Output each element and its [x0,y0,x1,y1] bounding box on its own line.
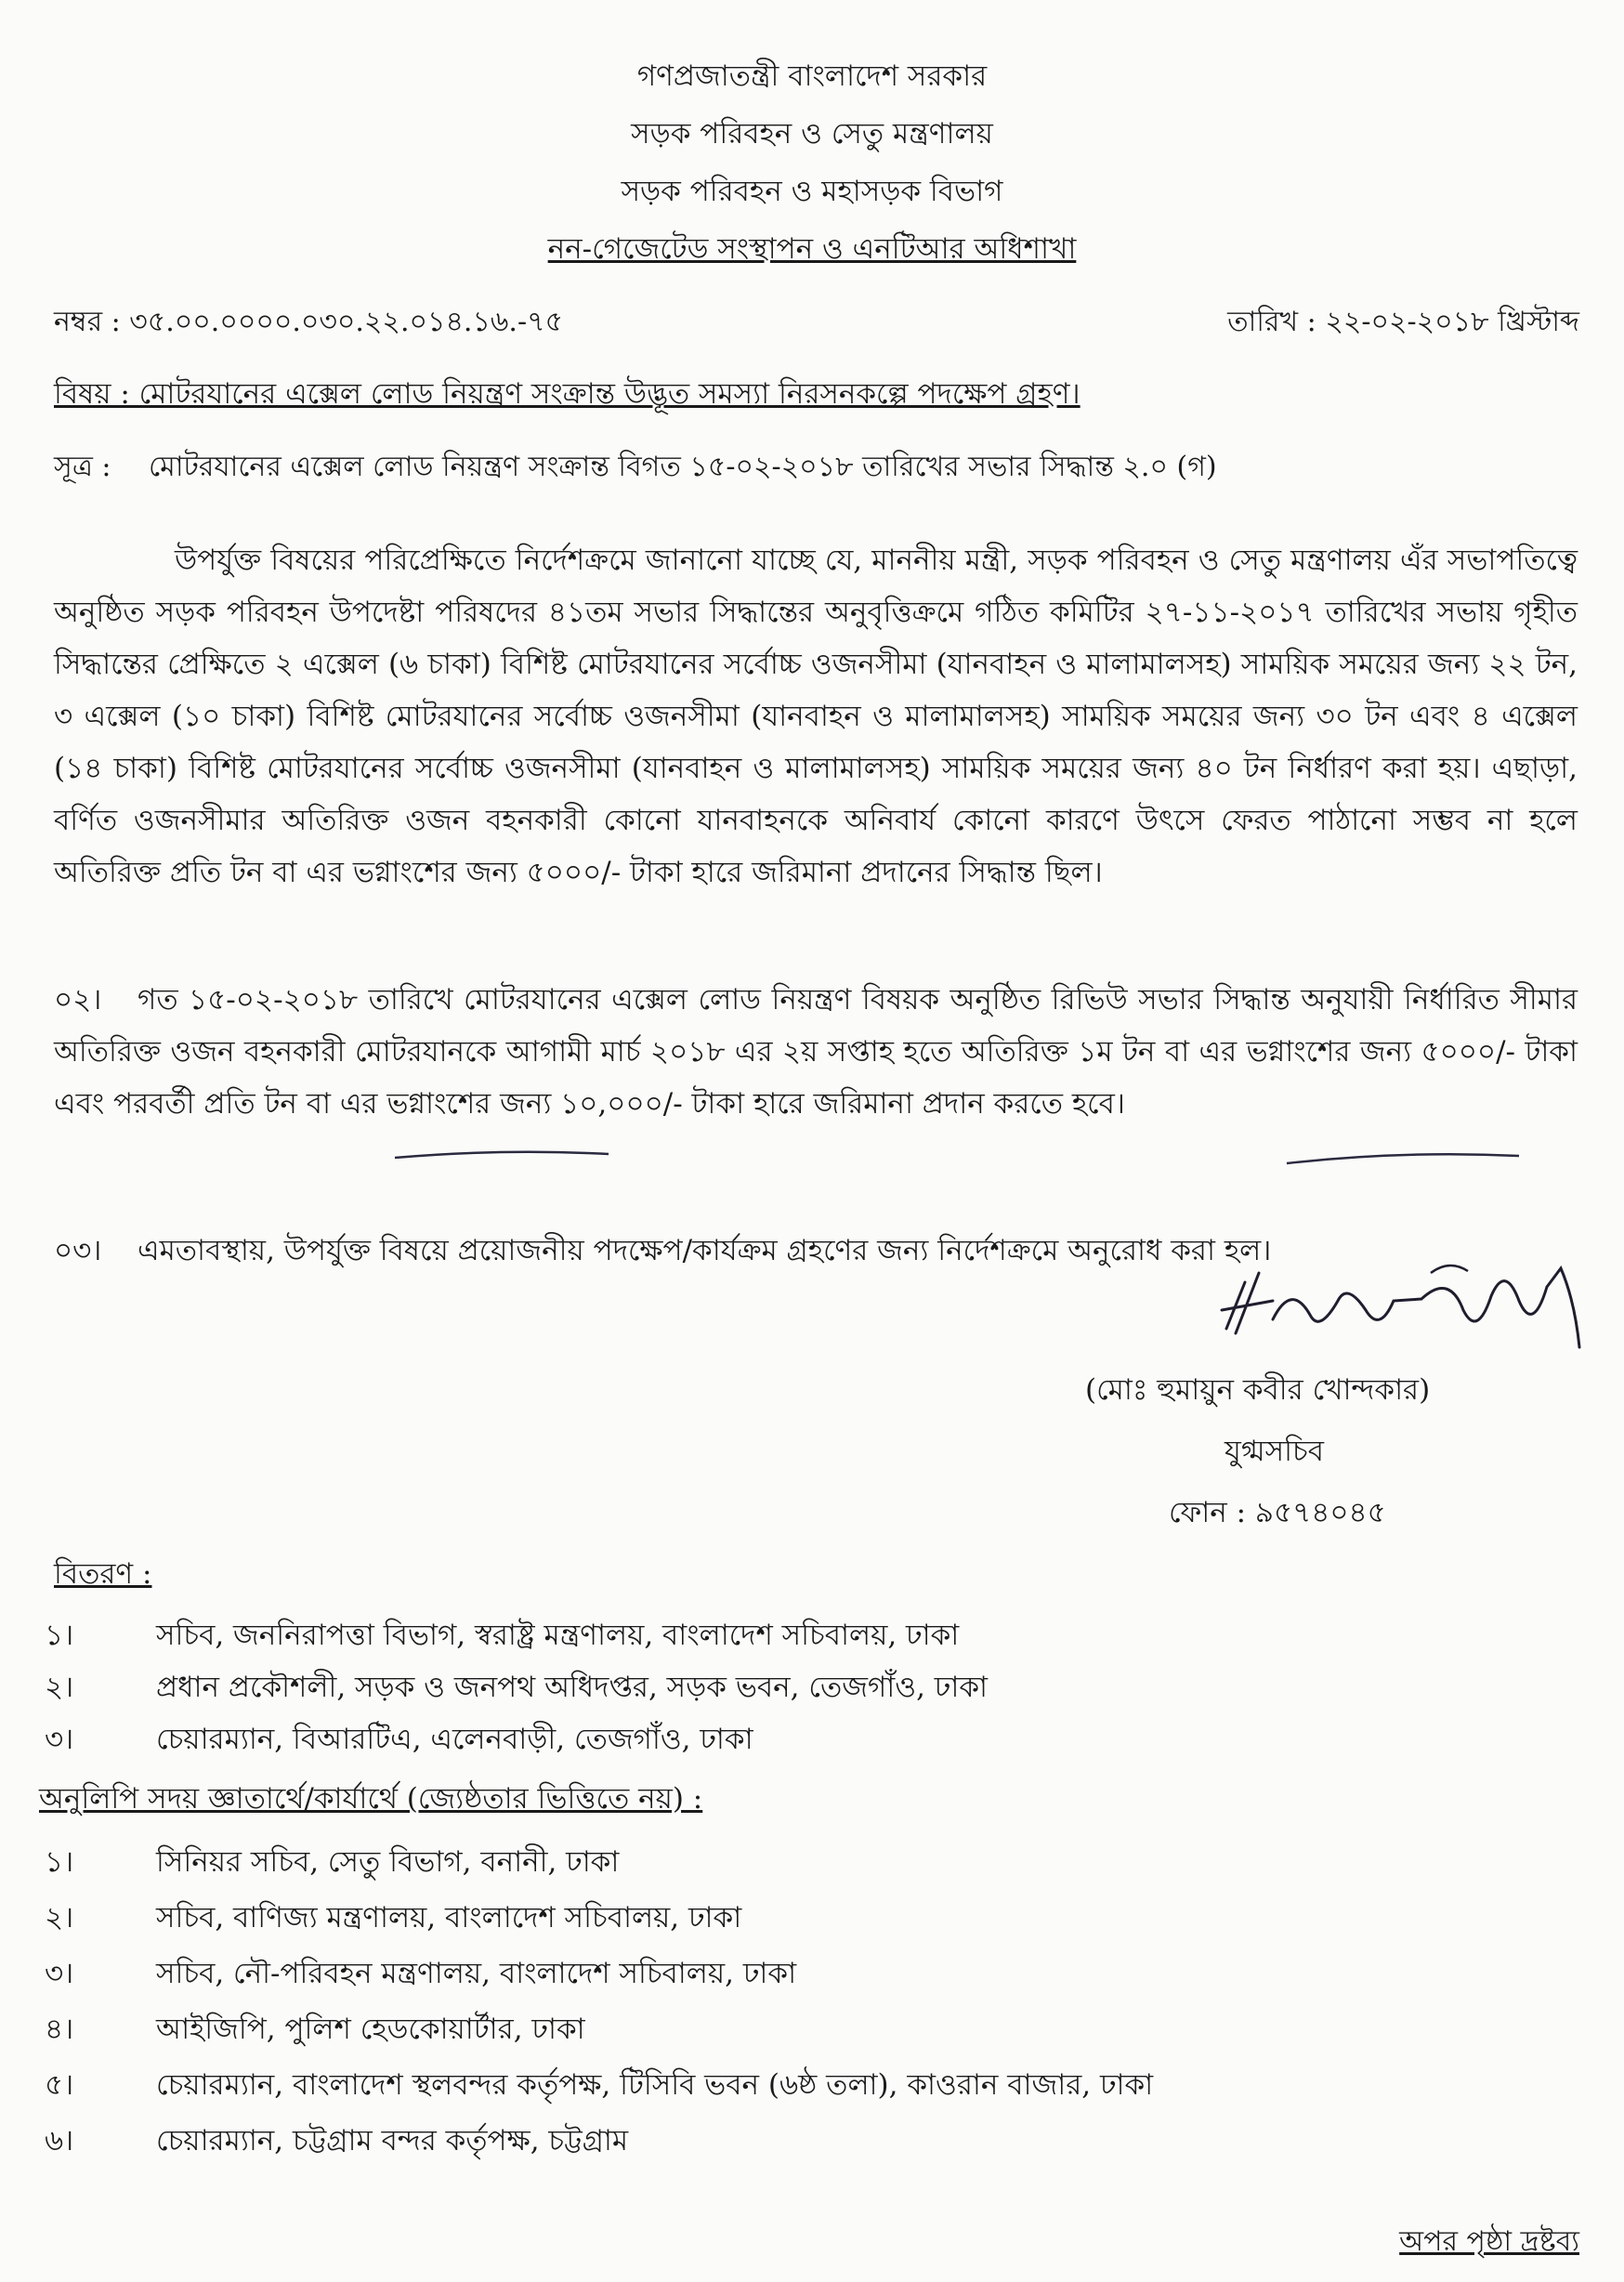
item-text: চেয়ারম্যান, বিআরটিএ, এলেনবাড়ী, তেজগাঁও, ঢাকা [156,1723,753,1756]
header-section: নন-গেজেটেড সংস্থাপন ও এনটিআর অধিশাখা [547,232,1077,266]
item-text: চেয়ারম্যান, চট্টগ্রাম বন্দর কর্তৃপক্ষ, চট্টগ্রাম [156,2124,629,2157]
copy-item [45,1895,1578,1936]
reference-text: মোটরযানের এক্সেল লোড নিয়ন্ত্রণ সংক্রান্ত বিগত ১৫-০২-২০১৮ তারিখের সভার সিদ্ধান্ত ২.০ (গ) [149,451,1217,483]
paragraph-2-text: গত ১৫-০২-২০১৮ তারিখে মোটরযানের এক্সেল লোড নিয়ন্ত্রণ বিষয়ক অনুষ্ঠিত রিভিউ সভার সিদ্ধান্ত অনুযায়ী নির্ধারিত সীমার অতিরিক্ত ওজন বহনকারী মোটরযানকে আগামী মার্চ ২০১৮ এর ২য় সপ্তাহ হতে অতিরিক্ত ১ম টন বা এর ভগ্নাংশের জন্য ৫০০০/- টাকা এবং পরবর্তী প্রতি টন বা এর ভগ্নাংশের জন্য ১০,০০০/- টাকা হারে জরিমানা প্রদান করতে হবে। [54,983,1578,1121]
item-number: ১। [45,1619,74,1652]
copy-item [45,2118,1578,2159]
copy-item [45,2063,1578,2104]
body-paragraph-1: উপর্যুক্ত বিষয়ের পরিপ্রেক্ষিতে নির্দেশক্রমে জানানো যাচ্ছে যে, মাননীয় মন্ত্রী, সড়ক পরিবহন ও সেতু মন্ত্রণালয় এঁর সভাপতিত্বে অনুষ্ঠিত সড়ক পরিবহন উপদেষ্টা পরিষদের ৪১তম সভার সিদ্ধান্তের অনুবৃত্তিক্রমে গঠিত কমিটির ২৭-১১-২০১৭ তারিখের সভায় গৃহীত সিদ্ধান্তের প্রেক্ষিতে ২ এক্সেল (৬ চাকা) বিশিষ্ট মোটরযানের সর্বোচ্চ ওজনসীমা (যানবাহন ও মালামালসহ) সাময়িক সময়ের জন্য ২২ টন, ৩ এক্সেল (১০ চাকা) বিশিষ্ট মোটরযানের সর্বোচ্চ ওজনসীমা (যানবাহন ও মালামালসহ) সাময়িক সময়ের জন্য ৩০ টন এবং ৪ এক্সেল (১৪ চাকা) বিশিষ্ট মোটরযানের সর্বোচ্চ ওজনসীমা (যানবাহন ও মালামালসহ) সাময়িক সময়ের জন্য ৪০ টন নির্ধারণ করা হয়। এছাড়া, বর্ণিত ওজনসীমার অতিরিক্ত ওজন বহনকারী কোনো যানবাহনকে অনিবার্য কোনো কারণে উৎসে ফেরত পাঠানো সম্ভব না হলে অতিরিক্ত প্রতি টন বা এর ভগ্নাংশের জন্য ৫০০০/- টাকা হারে জরিমানা প্রদানের সিদ্ধান্ত ছিল। [54,544,1578,889]
item-number: ২। [45,1671,74,1704]
pen-underline-mark [390,1141,613,1169]
item-number: ১। [45,1845,74,1879]
handwritten-signature [1208,1245,1598,1366]
item-text: সচিব, বাণিজ্য মন্ত্রণালয়, বাংলাদেশ সচিবালয়, ঢাকা [156,1901,742,1934]
distribution-item [45,1717,1578,1758]
item-number: ৩। [45,1723,74,1756]
header-government: গণপ্রজাতন্ত্রী বাংলাদেশ সরকার [636,59,988,93]
distribution-heading: বিতরণ : [54,1557,152,1591]
paragraph-3-number: ০৩। [54,1234,102,1267]
paragraph-2-number: ০২। [54,983,102,1016]
copies-heading: অনুলিপি সদয় জ্ঞাতার্থে/কার্যার্থে (জ্যেষ্ঠতার ভিত্তিতে নয়) : [39,1782,703,1816]
item-text: সিনিয়র সচিব, সেতু বিভাগ, বনানী, ঢাকা [156,1845,620,1879]
item-number: ৪। [45,2013,74,2046]
memo-date: তারিখ : ২২-০২-২০১৮ খ্রিস্টাব্দ [1227,306,1579,338]
item-number: ৩। [45,1957,74,1990]
item-number: ২। [45,1901,74,1934]
signatory-phone: ফোন : ৯৫৭৪০৪৫ [1169,1496,1386,1529]
header-division: সড়ক পরিবহন ও মহাসড়ক বিভাগ [621,175,1003,208]
item-text: প্রধান প্রকৌশলী, সড়ক ও জনপথ অধিদপ্তর, সড়ক ভবন, তেজগাঁও, ঢাকা [156,1671,988,1704]
reference-label: সূত্র : [54,451,111,483]
item-text: চেয়ারম্যান, বাংলাদেশ স্থলবন্দর কর্তৃপক্ষ, টিসিবি ভবন (৬ষ্ঠ তলা), কাওরান বাজার, ঢাকা [156,2068,1154,2102]
copy-item [45,1951,1578,1992]
paragraph-3-text: এমতাবস্থায়, উপর্যুক্ত বিষয়ে প্রয়োজনীয় পদক্ষেপ/কার্যক্রম গ্রহণের জন্য নির্দেশক্রমে অনুরোধ করা হল। [138,1234,1272,1267]
subject-line: বিষয় : মোটরযানের এক্সেল লোড নিয়ন্ত্রণ সংক্রান্ত উদ্ভূত সমস্যা নিরসনকল্পে পদক্ষেপ গ্রহণ। [54,377,1080,411]
item-number: ৬। [45,2124,74,2157]
signatory-name: (মোঃ হুমায়ুন কবীর খোন্দকার) [1085,1373,1431,1407]
item-text: আইজিপি, পুলিশ হেডকোয়ার্টার, ঢাকা [156,2013,585,2046]
see-other-page-note: অপর পৃষ্ঠা দ্রষ্টব্য [1399,2225,1579,2258]
copy-item [45,2007,1578,2048]
signatory-designation: যুগ্মসচিব [1225,1435,1324,1468]
item-number: ৫। [45,2068,74,2102]
item-text: সচিব, নৌ-পরিবহন মন্ত্রণালয়, বাংলাদেশ সচিবালয়, ঢাকা [156,1957,797,1990]
distribution-item [45,1665,1578,1706]
copy-item [45,1840,1578,1881]
pen-underline-mark [1282,1145,1524,1173]
memo-number: নম্বর : ৩৫.০০.০০০০.০৩০.২২.০১৪.১৬.-৭৫ [54,306,564,338]
distribution-item [45,1613,1578,1654]
header-ministry: সড়ক পরিবহন ও সেতু মন্ত্রণালয় [631,117,993,151]
body-paragraph-2 [54,974,1578,1130]
item-text: সচিব, জননিরাপত্তা বিভাগ, স্বরাষ্ট্র মন্ত্রণালয়, বাংলাদেশ সচিবালয়, ঢাকা [156,1619,960,1652]
